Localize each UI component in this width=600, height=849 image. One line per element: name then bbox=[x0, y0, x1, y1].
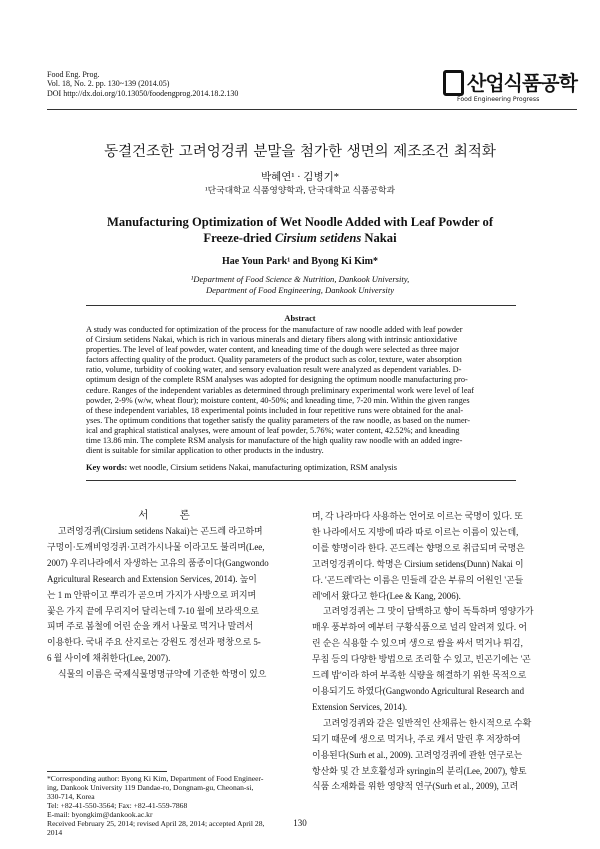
journal-name: Food Eng. Prog. bbox=[47, 70, 100, 79]
column-right bbox=[312, 509, 576, 795]
body-text-line: 6 월 사이에 채취한다(Lee, 2007). bbox=[47, 653, 171, 664]
abstract-body bbox=[86, 325, 516, 456]
footnote-line: E-mail: byongkim@dankook.ac.kr bbox=[47, 810, 153, 819]
abstract-line: optimum design of the complete RSM analyses was adopted for designing the optimum noodle manufacturing pro- bbox=[86, 375, 468, 385]
body-text-line: Agricultural Research and Extension Services, 2014). 높이 bbox=[47, 573, 257, 584]
affiliation-korean: ¹단국대학교 식품영양학과, 단국대학교 식품공학과 bbox=[205, 185, 395, 195]
abstract-line: yses. The optimum conditions that together satisfy the quality parameters of the raw noodle, as based on the numer- bbox=[86, 415, 471, 425]
body-text-line: 2007) 우리나라에서 자생하는 고유의 품종이다(Gangwondo bbox=[47, 557, 269, 568]
abstract-line: properties. The level of leaf powder, water content, and kneading time of the dough were selected as three major bbox=[86, 345, 459, 355]
abstract-line: ical and graphical statistical analyses, were amount of leaf powder, 5.76%; water content, 42.52%; and kneading bbox=[86, 425, 460, 435]
footnote-line: ing, Dankook University 119 Dandae-ro, Dongnam-gu, Cheonan-si, bbox=[47, 783, 254, 792]
body-text-line: 린 순은 식용할 수 있으며 생으로 쌈을 싸서 먹거나 튀김, bbox=[312, 638, 523, 649]
body-text-line: Extension Services, 2014). bbox=[312, 701, 408, 712]
keywords-label: Key words: bbox=[86, 463, 128, 472]
footnote-line: 2014 bbox=[47, 828, 63, 837]
footnote-line: Received February 25, 2014; revised April 28, 2014; accepted April 28, bbox=[47, 819, 265, 828]
body-text-line: 고려엉겅퀴와 같은 일반적인 산채류는 한시적으로 수확 bbox=[323, 717, 532, 728]
title-english-line1: Manufacturing Optimization of Wet Noodle Added with Leaf Powder of bbox=[106, 215, 494, 229]
body-text-line: 이용한다. 국내 주요 산지로는 강원도 정선과 평창으로 5- bbox=[47, 637, 261, 648]
abstract-bottom-rule bbox=[86, 480, 516, 481]
body-text-line: 다. '곤드레'라는 이름은 민들레 같은 부류의 어원인 '곤들 bbox=[312, 574, 524, 585]
authors-korean: 박혜연¹ · 김병기* bbox=[260, 172, 339, 183]
keywords-text: wet noodle, Cirsium setidens Nakai, manufacturing optimization, RSM analysis bbox=[129, 463, 397, 472]
body-text-line: 고려엉겅퀴는 그 맛이 담백하고 향이 독특하며 영양가가 bbox=[323, 606, 534, 617]
logo-mark-icon bbox=[443, 70, 464, 96]
body-text-line: 매우 풍부하여 예부터 구황식품으로 널리 알려져 있다. 어 bbox=[312, 622, 527, 633]
body-text-line: 한 나라에서도 지방에 따라 따로 이르는 이름이 있는데, bbox=[312, 526, 519, 537]
affiliation-english bbox=[0, 274, 600, 296]
affiliation-english-line2: Department of Food Engineering, Dankook University bbox=[205, 285, 395, 295]
authors-english: Hae Youn Park¹ and Byong Ki Kim* bbox=[222, 256, 378, 267]
body-text-line: 이를 향명이라 한다. 곤드레는 향명으로 취급되며 국명은 bbox=[312, 542, 525, 553]
footnote-line: *Corresponding author: Byong Ki Kim, Department of Food Engineer- bbox=[47, 774, 264, 783]
column-left bbox=[47, 524, 297, 683]
title-english bbox=[60, 214, 540, 246]
footnote-line: 330-714, Korea bbox=[47, 792, 95, 801]
body-text-line: 고려엉겅퀴이다. 학명은 Cirsium setidens(Dunn) Nakai 이 bbox=[312, 558, 524, 569]
header-divider bbox=[47, 109, 577, 110]
page-number: 130 bbox=[293, 818, 307, 828]
title-korean: 동결건조한 고려엉겅퀴 분말을 첨가한 생면의 제조조건 최적화 bbox=[104, 144, 496, 160]
body-text-line: 고려엉겅퀴(Cirsium setidens Nakai)는 곤드레 라고하며 bbox=[58, 526, 263, 536]
body-text-line: 되기 때문에 생으로 먹거나, 주로 캐서 말린 후 저장하여 bbox=[312, 733, 521, 744]
body-text-line: 레'에서 왔다고 한다(Lee & Kang, 2006). bbox=[312, 590, 461, 601]
journal-meta bbox=[47, 70, 238, 98]
body-text-line: 항산화 및 간 보호활성과 syringin의 분리(Lee, 2007), 향토 bbox=[312, 765, 527, 776]
body-text-line: 이용된다(Surh et al., 2009). 고려엉겅퀴에 관한 연구로는 bbox=[312, 749, 523, 760]
abstract-line: powder, 2-9% (w/w, wheat flour); moisture content, 40-50%; and kneading time, 7-20 min. Within the given ranges bbox=[86, 395, 470, 405]
abstract-top-rule bbox=[86, 305, 516, 306]
footnote-rule bbox=[47, 771, 167, 772]
body-text-line: 며, 각 나라마다 사용하는 언어로 이르는 국명이 있다. 또 bbox=[312, 511, 523, 521]
footnote-line: Tel: +82-41-550-3564; Fax: +82-41-559-7868 bbox=[47, 801, 188, 810]
body-text-line: 구멍이·도깨비엉겅퀴·고려가시나물 이라고도 불리며(Lee, bbox=[47, 541, 265, 552]
journal-volume: Vol. 18, No. 2. pp. 130~139 (2014.05) bbox=[47, 79, 170, 89]
body-text-line: 피며 주로 봄철에 어린 순을 캐서 나물로 먹거나 말려서 bbox=[47, 621, 254, 632]
journal-doi: DOI http://dx.doi.org/10.13050/foodengprog.2014.18.2.130 bbox=[47, 88, 239, 98]
abstract-line: of these independent variables, 18 experimental points included in four repetitive runs were obtained for the anal- bbox=[86, 405, 464, 415]
journal-logo bbox=[443, 70, 577, 112]
abstract-line: time 13.86 min. The complete RSM analysis for manufacture of the high quality raw noodle with an added ingre- bbox=[86, 436, 463, 446]
title-english-line2-post: Nakai bbox=[361, 231, 397, 245]
affiliation-english-line1: ¹Department of Food Science & Nutrition, Dankook University, bbox=[190, 274, 410, 284]
title-english-line2-pre: Freeze-dried bbox=[203, 231, 275, 245]
section-heading: 서 론 bbox=[138, 509, 204, 521]
body-text-line: 식물의 이름은 국제식물명명규약에 기준한 학명이 있으 bbox=[58, 669, 267, 680]
body-text-line: 식품 소재화를 위한 영양적 연구(Surh et al., 2009), 고려 bbox=[312, 781, 519, 792]
title-english-line2 bbox=[60, 230, 540, 246]
abstract-line: dient is suitable for similar application to other products in the industry. bbox=[86, 446, 324, 456]
logo-english: Food Engineering Progress bbox=[457, 96, 540, 103]
abstract-line: factors affecting quality of the product. Quality parameters of the product such as color, texture, water absorption bbox=[86, 355, 462, 365]
body-text-line: 는 1 m 안팎이고 뿌리가 곧으며 가지가 사방으로 퍼지며 bbox=[47, 589, 257, 600]
abstract-heading: Abstract bbox=[284, 314, 316, 323]
keywords bbox=[86, 463, 397, 472]
abstract-line: of Cirsium setidens Nakai, which is rich in various minerals and dietary fibers along with intrinsic antioxidative bbox=[86, 335, 458, 345]
abstract-line: ratio, volume, turbidity of cooking water, and sensory evaluation result were analyzed as dependent variables. D- bbox=[86, 365, 462, 375]
body-text-line: 꽃은 가지 끝에 무리지어 달리는데 7-10 월에 보라색으로 bbox=[47, 605, 259, 616]
logo-korean: 산업식품공학 bbox=[467, 71, 577, 95]
abstract-line: cedure. Ranges of the independent variables as determined through preliminary experimental work were level of leaf bbox=[86, 385, 474, 395]
title-english-species: Cirsium setidens bbox=[274, 231, 362, 245]
abstract-line: A study was conducted for optimization of the process for the manufacture of raw noodle added with leaf powder bbox=[86, 325, 463, 334]
body-text-line: 무침 등의 다양한 방법으로 조리할 수 있고, 빈곤기에는 '곤 bbox=[312, 654, 531, 665]
body-text-line: 드레 밥'이라 하여 부족한 식량을 해결하기 위한 목적으로 bbox=[312, 670, 527, 681]
body-text-line: 이용되기도 하였다(Gangwondo Agricultural Research and bbox=[312, 685, 525, 696]
